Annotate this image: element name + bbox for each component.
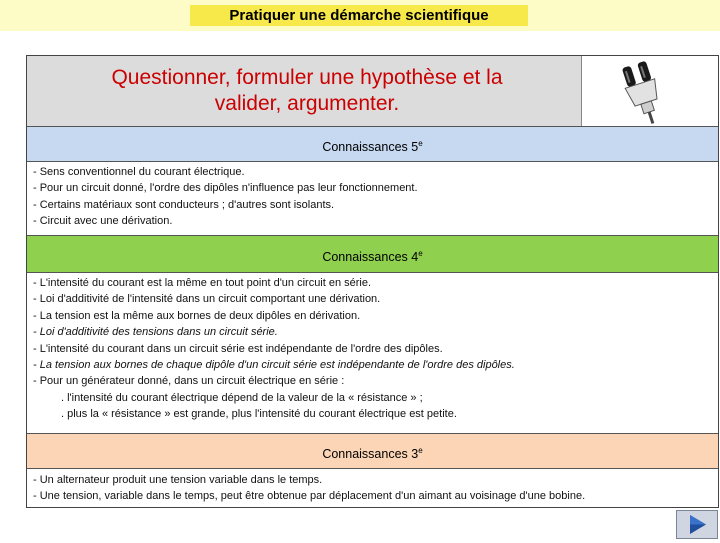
- list-item: - Sens conventionnel du courant électrique.: [33, 166, 245, 178]
- list-item: - Circuit avec une dérivation.: [33, 215, 173, 228]
- section-sup-3e: e: [418, 446, 423, 455]
- main-title: [37, 65, 577, 117]
- main-title-line2: valider, argumenter.: [214, 92, 400, 115]
- list-item: - Loi d'additivité des tensions dans un circuit série.: [33, 326, 278, 339]
- header-box: [27, 56, 582, 126]
- section-title-5e: Connaissances 5: [322, 140, 419, 155]
- list-item: - Une tension, variable dans le temps, peut être obtenue par déplacement d'un aimant au voisinage d'une bobine.: [33, 490, 586, 503]
- section-sup-5e: e: [418, 139, 423, 148]
- section-title-4e: Connaissances 4: [322, 250, 419, 265]
- list-item: - Certains matériaux sont conducteurs ; d'autres sont isolants.: [33, 198, 335, 211]
- list-item: - La tension est la même aux bornes de deux dipôles en dérivation.: [33, 309, 361, 322]
- list-item: - L'intensité du courant dans un circuit série est indépendante de l'ordre des dipôles.: [33, 342, 443, 355]
- list-item: - La tension aux bornes de chaque dipôle d'un circuit série est indépendante de l'ordre des dipôles.: [33, 359, 515, 372]
- banner-title: Pratiquer une démarche scientifique: [190, 5, 528, 26]
- section-header-3e: [27, 433, 718, 469]
- list-item: - Un alternateur produit une tension variable dans le temps.: [33, 474, 323, 486]
- next-arrow-icon: [677, 511, 717, 538]
- section-title-3e: Connaissances 3: [322, 447, 419, 462]
- section-content-4e: [33, 275, 713, 423]
- section-content-3e: [33, 472, 713, 505]
- next-slide-button[interactable]: [676, 510, 718, 539]
- logo-box: [582, 56, 718, 126]
- list-item: - Pour un générateur donné, dans un circuit électrique en série :: [33, 375, 345, 388]
- list-item: - Pour un circuit donné, l'ordre des dipôles n'influence pas leur fonctionnement.: [33, 182, 418, 195]
- list-item: - L'intensité du courant est la même en tout point d'un circuit en série.: [33, 277, 372, 289]
- main-title-line1: Questionner, formuler une hypothèse et la: [111, 66, 503, 89]
- list-subitem: . l'intensité du courant électrique dépend de la valeur de la « résistance » ;: [61, 391, 423, 404]
- list-subitem: . plus la « résistance » est grande, plus l'intensité du courant électrique est petite.: [61, 408, 457, 421]
- content-frame: [26, 55, 719, 508]
- top-banner: [0, 0, 720, 31]
- section-header-5e: [27, 126, 718, 162]
- section-content-5e: [33, 164, 713, 230]
- section-header-4e: [27, 235, 718, 273]
- list-item: - Loi d'additivité de l'intensité dans un circuit comportant une dérivation.: [33, 293, 381, 306]
- plug-icon: [582, 56, 718, 126]
- section-sup-4e: e: [418, 249, 423, 258]
